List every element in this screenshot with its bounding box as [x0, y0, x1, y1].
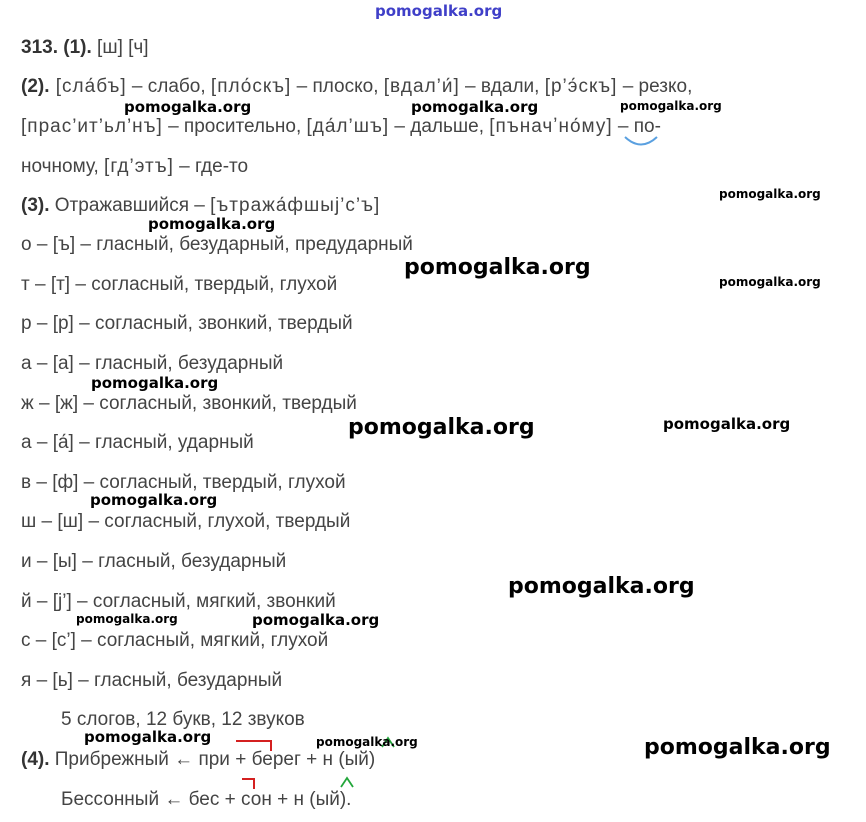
suffix-morpheme: н: [293, 789, 304, 810]
transcription: [пъначʼно́му]: [489, 116, 613, 137]
word-text: Отражавшийся –: [49, 195, 211, 216]
root-morpheme: берег: [251, 749, 301, 770]
exercise-3-number: (3).: [21, 195, 50, 216]
transcription: [вдал’и́]: [383, 76, 460, 97]
transcription: [сла́бъ]: [49, 76, 127, 97]
word-text: – где-то: [173, 156, 249, 177]
word-text: +: [271, 789, 294, 810]
word-text: +: [300, 749, 323, 770]
letter-row: и – [ы] – гласный, безударный: [21, 551, 287, 572]
watermark: pomogalka.org: [124, 98, 252, 116]
prefix-mark: [235, 739, 275, 753]
watermark: pomogalka.org: [404, 255, 591, 280]
liaison-arc: [622, 134, 660, 152]
word-text: Бессонный ←: [61, 789, 189, 810]
word-text: – по-: [612, 116, 661, 137]
ending-text: (ый): [333, 749, 376, 770]
exercise-2-number: (2).: [21, 76, 50, 97]
watermark: pomogalka.org: [148, 215, 276, 233]
watermark: pomogalka.org: [663, 415, 791, 433]
exercise-number: 313. (1).: [21, 37, 92, 58]
letter-row: ж – [ж] – согласный, звонкий, твердый: [21, 393, 357, 414]
word-text: – вдали,: [459, 76, 545, 97]
exercise-1-text: [ш] [ч]: [91, 37, 149, 58]
watermark: pomogalka.org: [719, 275, 821, 289]
letter-row: а – [а́] – гласный, ударный: [21, 432, 254, 453]
suffix-morpheme: н: [322, 749, 334, 770]
ending-text: (ый).: [303, 789, 352, 810]
letter-row: о – [ъ] – гласный, безударный, предударный: [21, 234, 413, 255]
watermark: pomogalka.org: [84, 728, 212, 746]
exercise-4-line-1: [21, 748, 375, 772]
summary: 5 слогов, 12 букв, 12 звуков: [61, 709, 305, 730]
watermark: pomogalka.org: [719, 187, 821, 201]
letter-row: й – [j’] – согласный, мягкий, звонкий: [21, 591, 336, 612]
letter-row: а – [а] – гласный, безударный: [21, 353, 284, 374]
word-text: – слабо,: [126, 76, 211, 97]
letter-row: т – [т] – согласный, твердый, глухой: [21, 274, 338, 295]
exercise-2-line-2: [21, 115, 661, 139]
letter-row: в – [ф] – согласный, твердый, глухой: [21, 472, 346, 493]
prefix-morpheme: при: [198, 749, 230, 770]
word-text: – плоско,: [291, 76, 384, 97]
watermark: pomogalka.org: [411, 98, 539, 116]
transcription: [гд’этъ]: [104, 156, 174, 177]
transcription: [прас’ит’ьл’нъ]: [21, 116, 163, 137]
watermark: pomogalka.org: [252, 611, 380, 629]
transcription: [пло́скъ]: [210, 76, 292, 97]
watermark: pomogalka.org: [508, 574, 695, 599]
transcription: [да́л’шъ]: [306, 116, 390, 137]
watermark: pomogalka.org: [644, 735, 831, 760]
watermark: pomogalka.org: [348, 415, 535, 440]
watermark: pomogalka.org: [76, 612, 178, 626]
word-text: – дальше,: [389, 116, 490, 137]
letter-row: ш – [ш] – согласный, глухой, твердый: [21, 511, 351, 532]
watermark-top: pomogalka.org: [375, 2, 503, 20]
watermark: pomogalka.org: [90, 491, 218, 509]
watermark: pomogalka.org: [316, 735, 418, 749]
exercise-2-line-3: [21, 155, 248, 179]
transcription: [р’э́скъ]: [544, 76, 618, 97]
exercise-4-line-2: [61, 788, 351, 812]
word-text: +: [219, 789, 242, 810]
exercise-1-line: [21, 36, 149, 60]
letter-row: я – [ь] – гласный, безударный: [21, 670, 283, 691]
word-text: – резко,: [617, 76, 693, 97]
exercise-4-number: (4).: [21, 749, 50, 770]
word-text: – просительно,: [162, 116, 307, 137]
watermark: pomogalka.org: [91, 374, 219, 392]
watermark: pomogalka.org: [620, 99, 722, 113]
prefix-morpheme: бес: [188, 789, 220, 810]
word-text: +: [229, 749, 252, 770]
transcription: [ътража́фшыj’с’ъ]: [210, 195, 381, 216]
letter-row: с – [с’] – согласный, мягкий, глухой: [21, 630, 329, 651]
root-morpheme: сон: [241, 789, 272, 810]
exercise-2-line-1: [21, 75, 692, 99]
suffix-mark: [340, 776, 354, 788]
word-text: ночному,: [21, 156, 105, 177]
letter-row: р – [р] – согласный, звонкий, твердый: [21, 313, 353, 334]
prefix-mark: [241, 777, 257, 791]
word-text: Прибрежный ←: [49, 749, 199, 770]
